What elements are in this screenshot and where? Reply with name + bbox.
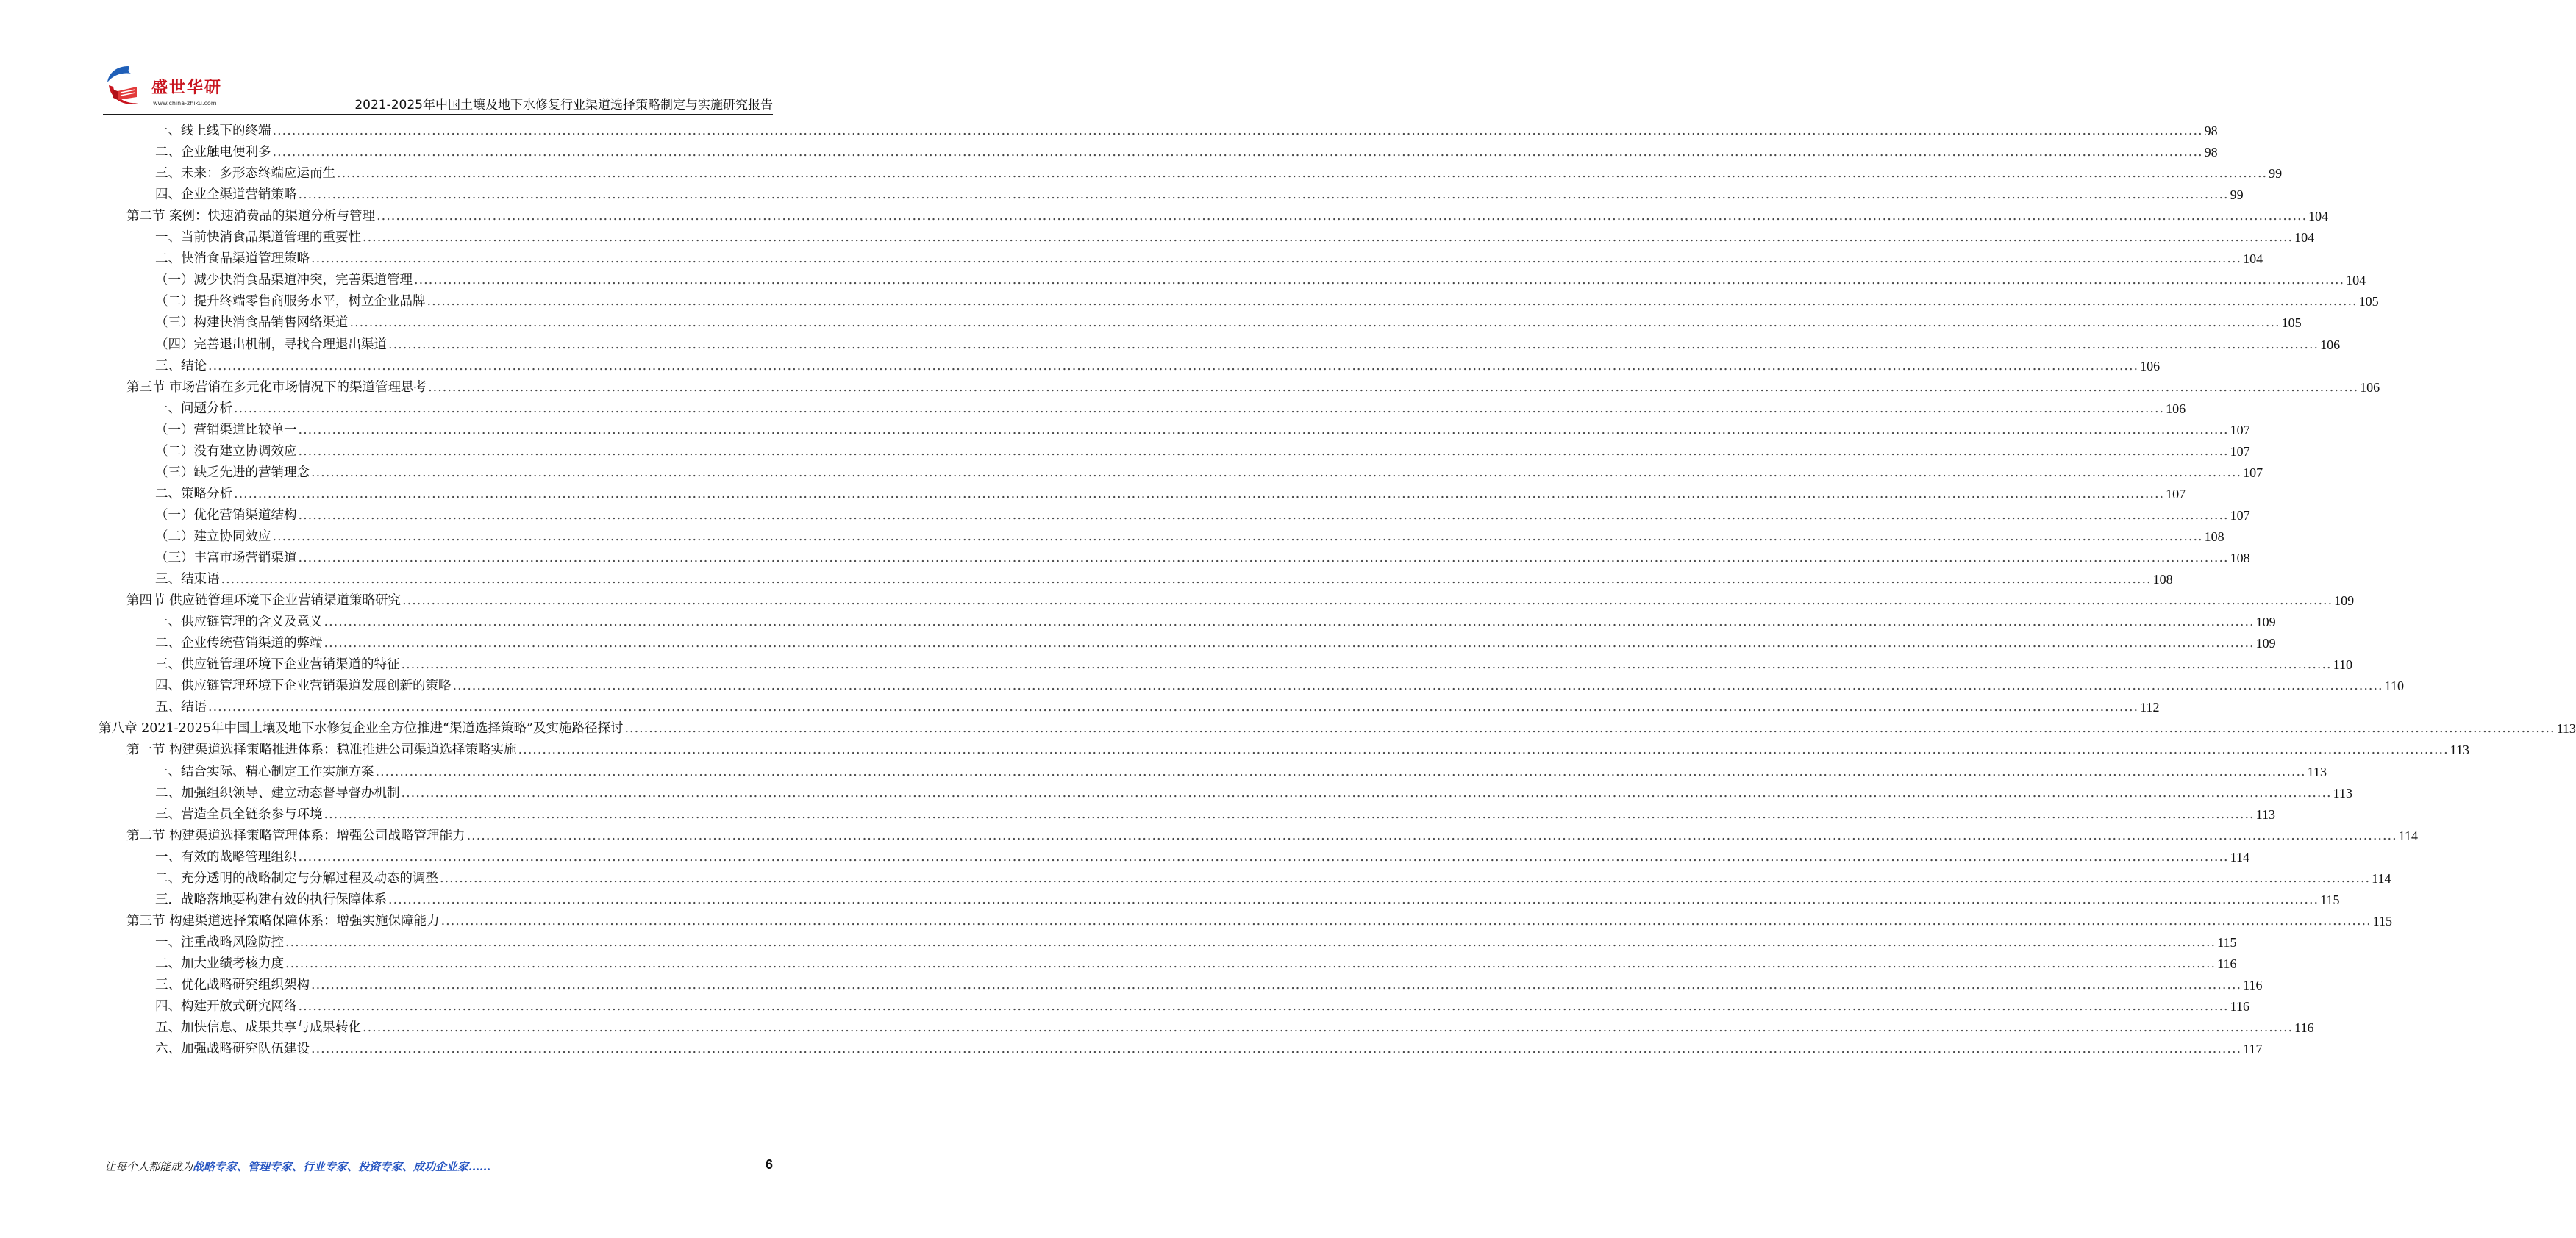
toc-entry[interactable] — [155, 224, 2315, 246]
toc-entry-page: 108 — [2152, 572, 2173, 587]
toc-entry-page: 99 — [2230, 187, 2244, 203]
toc-entry-title: 第四节 供应链管理环境下企业营销渠道策略研究 — [126, 593, 402, 609]
toc-entry-page: 117 — [2243, 1042, 2263, 1057]
toc-entry-page: 107 — [2243, 465, 2263, 480]
toc-entry-title: 第二节 构建渠道选择策略管理体系：增强公司战略管理能力 — [126, 828, 465, 843]
footer-slogan-ellipsis: …… — [468, 1160, 491, 1173]
toc-dot-leader: ................................................................................................................................................................................................................................................................................................................................................................................................................ — [272, 145, 2203, 160]
toc-entry[interactable] — [126, 823, 2419, 845]
toc-entry-page: 113 — [2556, 721, 2576, 737]
toc-entry[interactable] — [126, 908, 2393, 930]
toc-entry[interactable] — [155, 609, 2276, 631]
toc-entry-page: 108 — [2230, 551, 2250, 565]
toc-dot-leader: ................................................................................................................................................................................................................................................................................................................................................................................................................ — [324, 615, 2255, 630]
toc-entry-page: 113 — [2333, 785, 2352, 801]
toc-entry[interactable] — [155, 651, 2352, 673]
toc-entry-title: 三、营造全员全链条参与环境 — [155, 806, 323, 822]
toc-entry-page: 98 — [2204, 124, 2218, 138]
toc-dot-leader: ................................................................................................................................................................................................................................................................................................................................................................................................................ — [234, 401, 2165, 416]
toc-entry-title: 第八章 2021-2025年中国土壤及地下水修复企业全方位推进“渠道选择策略”及实施路径探讨 — [99, 721, 624, 737]
footer-slogan-roles: 战略专家、管理专家、行业专家、投资专家、成功企业家 — [193, 1160, 469, 1173]
toc-entry-page: 110 — [2333, 657, 2352, 673]
toc-entry-page: 105 — [2281, 315, 2302, 331]
toc-entry[interactable] — [155, 118, 2218, 140]
toc-dot-leader: ................................................................................................................................................................................................................................................................................................................................................................................................................ — [285, 956, 2216, 971]
toc-entry-page: 112 — [2140, 700, 2160, 715]
toc-dot-leader: ................................................................................................................................................................................................................................................................................................................................................................................................................ — [452, 679, 2383, 694]
toc-dot-leader: ................................................................................................................................................................................................................................................................................................................................................................................................................ — [324, 806, 2255, 822]
toc-dot-leader: ................................................................................................................................................................................................................................................................................................................................................................................................................ — [298, 849, 2229, 865]
toc-entry[interactable] — [155, 502, 2250, 524]
toc-entry-page: 114 — [2230, 849, 2249, 865]
toc-dot-leader: ................................................................................................................................................................................................................................................................................................................................................................................................................ — [311, 978, 2242, 992]
toc-entry-title: 二、充分透明的战略制定与分解过程及动态的调整 — [155, 870, 438, 886]
toc-entry[interactable] — [155, 865, 2391, 887]
toc-entry[interactable] — [155, 566, 2173, 588]
toc-entry-title: 六、加强战略研究队伍建设 — [155, 1042, 310, 1057]
toc-entry-page: 116 — [2230, 999, 2249, 1015]
toc-entry[interactable] — [155, 438, 2250, 460]
toc-entry[interactable] — [126, 737, 2470, 759]
report-title: 2021-2025年中国土壤及地下水修复行业渠道选择策略制定与实施研究报告 — [354, 98, 773, 112]
toc-dot-leader: ................................................................................................................................................................................................................................................................................................................................................................................................................ — [208, 700, 2139, 715]
toc-dot-leader: ................................................................................................................................................................................................................................................................................................................................................................................................................ — [428, 379, 2359, 395]
toc-entry-page: 113 — [2255, 806, 2275, 822]
toc-entry-title: 一、有效的战略管理组织 — [155, 849, 297, 865]
toc-entry-page: 116 — [2294, 1020, 2314, 1036]
toc-entry[interactable] — [155, 1015, 2314, 1037]
toc-entry-page: 104 — [2346, 273, 2366, 288]
toc-entry-title: 二、加强组织领导、建立动态督导督办机制 — [155, 785, 400, 801]
toc-entry[interactable] — [155, 523, 2224, 545]
toc-entry-title: （一）优化营销渠道结构 — [155, 507, 297, 523]
toc-entry-page: 106 — [2320, 337, 2341, 352]
toc-entry[interactable] — [155, 246, 2263, 268]
toc-entry-title: 一、结合实际、精心制定工作实施方案 — [155, 764, 374, 779]
toc-entry-page: 114 — [2398, 828, 2419, 843]
toc-entry-title: 三、优化战略研究组织架构 — [155, 978, 310, 992]
toc-entry-page: 104 — [2308, 209, 2329, 224]
toc-dot-leader: ................................................................................................................................................................................................................................................................................................................................................................................................................ — [624, 721, 2555, 737]
toc-dot-leader: ................................................................................................................................................................................................................................................................................................................................................................................................................ — [414, 273, 2345, 288]
toc-entry[interactable] — [155, 972, 2263, 994]
toc-dot-leader: ................................................................................................................................................................................................................................................................................................................................................................................................................ — [440, 913, 2372, 928]
toc-entry-title: （二）提升终端零售商服务水平，树立企业品牌 — [155, 294, 426, 310]
toc-entry-page: 107 — [2230, 507, 2250, 523]
toc-entry[interactable] — [126, 374, 2380, 396]
toc-entry[interactable] — [155, 694, 2160, 716]
toc-entry-title: （四）完善退出机制，寻找合理退出渠道 — [155, 337, 387, 352]
toc-dot-leader: ................................................................................................................................................................................................................................................................................................................................................................................................................ — [298, 187, 2229, 203]
toc-entry-title: 第一节 构建渠道选择策略推进体系：稳准推进公司渠道选择策略实施 — [126, 743, 517, 758]
page-number: 6 — [765, 1157, 773, 1172]
toc-entry-page: 107 — [2166, 486, 2186, 501]
toc-entry-page: 115 — [2320, 892, 2340, 907]
toc-entry[interactable] — [155, 332, 2341, 354]
toc-entry-title: （三）构建快消食品销售网络渠道 — [155, 315, 349, 331]
toc-entry-title: 二、快消食品渠道管理策略 — [155, 251, 310, 267]
toc-dot-leader: ................................................................................................................................................................................................................................................................................................................................................................................................................ — [298, 443, 2229, 459]
footer-slogan — [104, 1159, 490, 1174]
toc-entry[interactable] — [155, 759, 2327, 781]
toc-entry-title: （二）没有建立协调效应 — [155, 443, 297, 459]
toc-entry-page: 110 — [2384, 679, 2404, 694]
toc-entry-title: 一、供应链管理的含义及意义 — [155, 615, 323, 630]
toc-entry[interactable] — [155, 310, 2302, 332]
toc-entry-page: 108 — [2204, 529, 2224, 544]
toc-entry-title: 二、企业传统营销渠道的弊端 — [155, 636, 323, 651]
toc-entry-title: 第三节 市场营销在多元化市场情况下的渠道管理思考 — [126, 379, 427, 395]
toc-entry[interactable] — [155, 951, 2237, 973]
toc-entry-page: 109 — [2334, 593, 2355, 609]
toc-dot-leader: ................................................................................................................................................................................................................................................................................................................................................................................................................ — [401, 657, 2332, 673]
header-divider — [103, 114, 773, 115]
toc-entry[interactable] — [155, 929, 2237, 951]
footer-slogan-lead: 让每个人都能成为 — [104, 1160, 193, 1173]
toc-entry[interactable] — [155, 481, 2186, 503]
toc-dot-leader: ................................................................................................................................................................................................................................................................................................................................................................................................................ — [388, 892, 2319, 907]
toc-dot-leader: ................................................................................................................................................................................................................................................................................................................................................................................................................ — [363, 230, 2294, 246]
toc-entry[interactable] — [155, 545, 2250, 567]
toc-entry-page: 114 — [2372, 870, 2391, 886]
toc-dot-leader: ................................................................................................................................................................................................................................................................................................................................................................................................................ — [518, 743, 2449, 758]
toc-entry-title: 三、供应链管理环境下企业营销渠道的特征 — [155, 657, 400, 673]
toc-entry-page: 104 — [2294, 230, 2315, 246]
toc-entry-title: 三、未来：多形态终端应运而生 — [155, 166, 335, 182]
toc-dot-leader: ................................................................................................................................................................................................................................................................................................................................................................................................................ — [401, 785, 2332, 801]
toc-entry[interactable] — [155, 139, 2218, 161]
toc-entry[interactable] — [155, 353, 2161, 375]
toc-dot-leader: ................................................................................................................................................................................................................................................................................................................................................................................................................ — [285, 934, 2216, 950]
toc-entry[interactable] — [155, 887, 2340, 909]
toc-entry-page: 113 — [2307, 764, 2327, 779]
toc-entry[interactable] — [155, 288, 2379, 310]
toc-entry-title: 三、结论 — [155, 358, 207, 373]
toc-dot-leader: ................................................................................................................................................................................................................................................................................................................................................................................................................ — [311, 251, 2242, 267]
toc-entry-title: （三）缺乏先进的营销理念 — [155, 465, 310, 480]
toc-entry[interactable] — [99, 715, 2576, 737]
toc-entry-page: 107 — [2230, 443, 2250, 459]
toc-entry-title: 第三节 构建渠道选择策略保障体系：增强实施保障能力 — [126, 913, 440, 928]
toc-entry[interactable] — [155, 417, 2250, 439]
toc-entry-title: （三）丰富市场营销渠道 — [155, 551, 297, 565]
toc-entry-title: （一）减少快消食品渠道冲突，完善渠道管理 — [155, 273, 413, 288]
toc-entry[interactable] — [155, 182, 2244, 204]
toc-dot-leader: ................................................................................................................................................................................................................................................................................................................................................................................................................ — [388, 337, 2319, 352]
toc-entry-page: 106 — [2140, 358, 2161, 373]
brand-url: www.china-zhiku.com — [153, 100, 217, 107]
toc-entry-page: 116 — [2243, 978, 2263, 992]
toc-entry-page: 106 — [2166, 401, 2186, 416]
toc-entry-page: 98 — [2204, 145, 2218, 160]
toc-entry-title: 五、加快信息、成果共享与成果转化 — [155, 1020, 361, 1036]
toc-dot-leader: ................................................................................................................................................................................................................................................................................................................................................................................................................ — [440, 870, 2371, 886]
toc-entry-title: 一、问题分析 — [155, 401, 232, 416]
toc-dot-leader: ................................................................................................................................................................................................................................................................................................................................................................................................................ — [311, 1042, 2242, 1057]
toc-entry-title: 三、结束语 — [155, 572, 220, 587]
toc-entry-page: 104 — [2243, 251, 2263, 267]
toc-dot-leader: ................................................................................................................................................................................................................................................................................................................................................................................................................ — [311, 465, 2242, 480]
toc-dot-leader: ................................................................................................................................................................................................................................................................................................................................................................................................................ — [402, 593, 2333, 609]
toc-entry-title: 二、企业触电便利多 — [155, 145, 271, 160]
toc-entry-page: 99 — [2269, 166, 2283, 182]
toc-entry-page: 106 — [2360, 379, 2380, 395]
toc-dot-leader: ................................................................................................................................................................................................................................................................................................................................................................................................................ — [298, 507, 2229, 523]
toc-dot-leader: ................................................................................................................................................................................................................................................................................................................................................................................................................ — [221, 572, 2152, 587]
toc-dot-leader: ................................................................................................................................................................................................................................................................................................................................................................................................................ — [377, 209, 2308, 224]
toc-dot-leader: ................................................................................................................................................................................................................................................................................................................................................................................................................ — [298, 422, 2229, 437]
toc-entry-page: 116 — [2217, 956, 2237, 971]
toc-entry[interactable] — [155, 459, 2263, 482]
toc-dot-leader: ................................................................................................................................................................................................................................................................................................................................................................................................................ — [466, 828, 2397, 843]
toc-entry-title: 一、当前快消食品渠道管理的重要性 — [155, 230, 361, 246]
toc-entry[interactable] — [155, 1036, 2263, 1058]
toc-dot-leader: ................................................................................................................................................................................................................................................................................................................................................................................................................ — [272, 124, 2203, 138]
toc-entry[interactable] — [155, 673, 2404, 695]
toc-entry-title: （二）建立协同效应 — [155, 529, 271, 544]
toc-entry-page: 113 — [2450, 743, 2470, 758]
toc-entry-title: 二、加大业绩考核力度 — [155, 956, 284, 971]
toc-entry-page: 115 — [2372, 913, 2393, 928]
toc-entry-title: 二、策略分析 — [155, 486, 232, 501]
toc-entry[interactable] — [155, 780, 2352, 802]
toc-entry-page: 109 — [2255, 636, 2276, 651]
toc-dot-leader: ................................................................................................................................................................................................................................................................................................................................................................................................................ — [363, 1020, 2294, 1036]
toc-entry[interactable] — [126, 203, 2329, 225]
toc-entry-page: 107 — [2230, 422, 2250, 437]
toc-entry[interactable] — [155, 630, 2276, 652]
toc-dot-leader: ................................................................................................................................................................................................................................................................................................................................................................................................................ — [298, 999, 2229, 1015]
page-header — [0, 0, 876, 118]
toc-entry-title: 五、结语 — [155, 700, 207, 715]
brand-name: 盛世华研 — [151, 79, 223, 97]
toc-dot-leader: ................................................................................................................................................................................................................................................................................................................................................................................................................ — [298, 551, 2229, 565]
toc-entry[interactable] — [126, 587, 2355, 609]
toc-entry-title: 一、线上线下的终端 — [155, 124, 271, 138]
toc-dot-leader: ................................................................................................................................................................................................................................................................................................................................................................................................................ — [375, 764, 2306, 779]
toc-entry[interactable] — [155, 267, 2366, 289]
toc-dot-leader: ................................................................................................................................................................................................................................................................................................................................................................................................................ — [349, 315, 2280, 331]
toc-dot-leader: ................................................................................................................................................................................................................................................................................................................................................................................................................ — [208, 358, 2139, 373]
toc-entry-page: 105 — [2358, 294, 2379, 310]
toc-entry[interactable] — [155, 993, 2249, 1015]
toc-entry[interactable] — [155, 160, 2283, 182]
toc-entry-title: 四、企业全渠道营销策略 — [155, 187, 297, 203]
toc-entry-title: 第二节 案例：快速消费品的渠道分析与管理 — [126, 209, 376, 224]
toc-entry-page: 109 — [2255, 615, 2276, 630]
toc-dot-leader: ................................................................................................................................................................................................................................................................................................................................................................................................................ — [272, 529, 2203, 544]
toc-entry-title: 三．战略落地要构建有效的执行保障体系 — [155, 892, 387, 907]
toc-dot-leader: ................................................................................................................................................................................................................................................................................................................................................................................................................ — [324, 636, 2255, 651]
toc-entry[interactable] — [155, 396, 2186, 418]
toc-entry-title: 一、注重战略风险防控 — [155, 934, 284, 950]
toc-entry[interactable] — [155, 844, 2249, 866]
toc-dot-leader: ................................................................................................................................................................................................................................................................................................................................................................................................................ — [427, 294, 2358, 310]
toc-dot-leader: ................................................................................................................................................................................................................................................................................................................................................................................................................ — [234, 486, 2165, 501]
brand-logo — [103, 63, 250, 115]
toc-entry[interactable] — [155, 801, 2275, 823]
toc-entry-page: 115 — [2217, 934, 2237, 950]
toc-entry-title: 四、供应链管理环境下企业营销渠道发展创新的策略 — [155, 679, 452, 694]
toc-entry-title: （一）营销渠道比较单一 — [155, 422, 297, 437]
toc-dot-leader: ................................................................................................................................................................................................................................................................................................................................................................................................................ — [337, 166, 2268, 182]
logo-mark-icon — [103, 63, 154, 112]
toc-entry-title: 四、构建开放式研究网络 — [155, 999, 297, 1015]
